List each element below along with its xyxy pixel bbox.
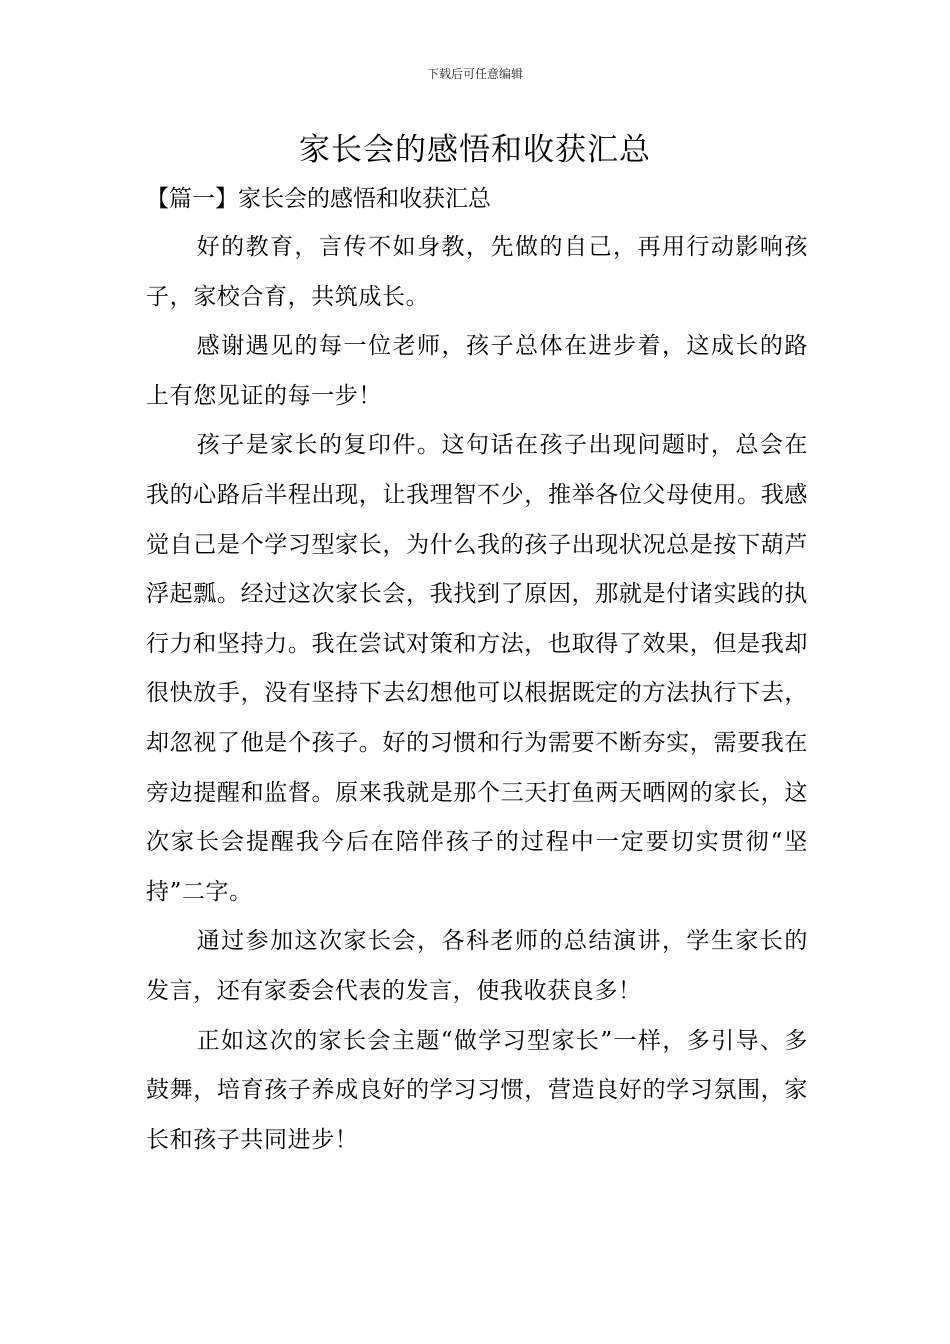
section-heading: 【篇一】家长会的感悟和收获汇总 bbox=[146, 186, 491, 212]
paragraph: 正如这次的家长会主题“做学习型家长”一样，多引导、多鼓舞，培育孩子养成良好的学习习惯，营造良好的学习氛围，家长和孩子共同进步！ bbox=[146, 1027, 808, 1153]
header-note: 下载后可任意编辑 bbox=[426, 67, 523, 81]
document-body bbox=[146, 175, 808, 1165]
document-title: 家长会的感悟和收获汇总 bbox=[299, 132, 651, 168]
paragraph: 好的教育，言传不如身教，先做的自己，再用行动影响孩子，家校合育，共筑成长。 bbox=[146, 234, 808, 310]
paragraph: 感谢遇见的每一位老师，孩子总体在进步着，这成长的路上有您见证的每一步！ bbox=[146, 333, 808, 409]
paragraph: 通过参加这次家长会，各科老师的总结演讲，学生家长的发言，还有家委会代表的发言，使我收获良多！ bbox=[146, 928, 808, 1004]
paragraph: 孩子是家长的复印件。这句话在孩子出现问题时，总会在我的心路后半程出现，让我理智不少，推举各位父母使用。我感觉自己是个学习型家长，为什么我的孩子出现状况总是按下葫芦浮起瓢。经过这次家长会，我找到了原因，那就是付诸实践的执行力和坚持力。我在尝试对策和方法，也取得了效果，但是我却很快放手，没有坚持下去幻想他可以根据既定的方法执行下去，却忽视了他是个孩子。好的习惯和行为需要不断夯实，需要我在旁边提醒和监督。原来我就是那个三天打鱼两天晒网的家长，这次家长会提醒我今后在陪伴孩子的过程中一定要切实贯彻“坚持”二字。 bbox=[146, 432, 808, 905]
